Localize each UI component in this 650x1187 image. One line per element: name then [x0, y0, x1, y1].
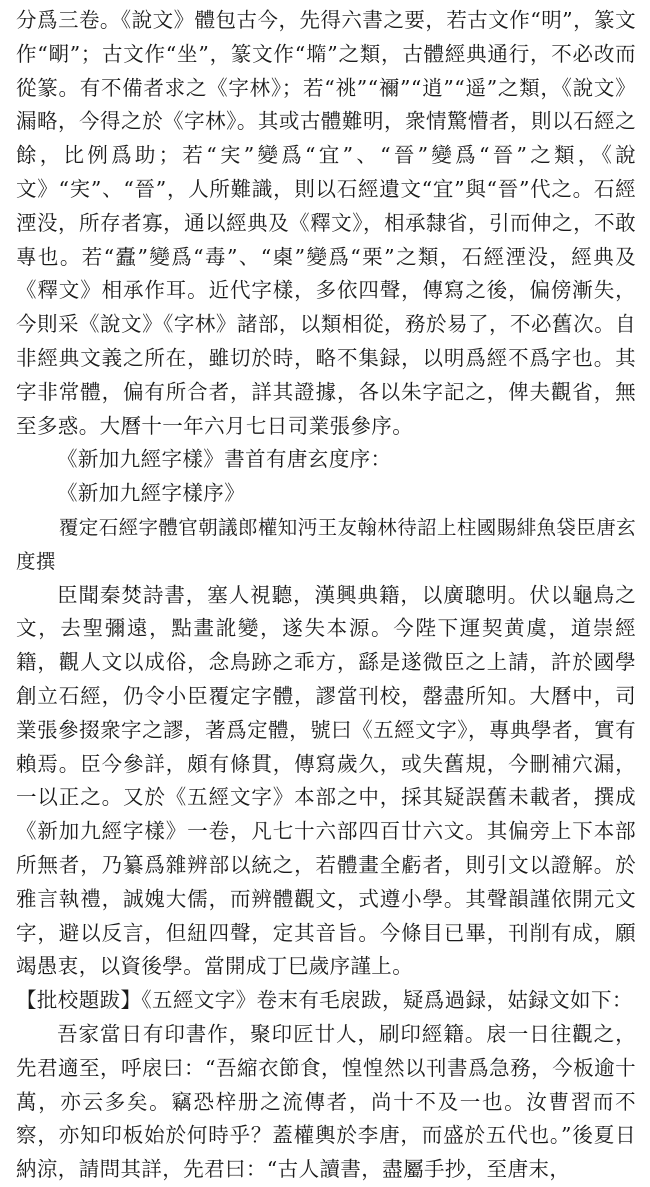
- paragraph-note: 《新加九經字樣》書首有唐玄度序：: [57, 447, 392, 472]
- paragraph-preface-body: 臣聞秦焚詩書，塞人視聽，漢興典籍，以廣聰明。伏以龜鳥之文，去聖彌遠，點畫訛變，遂失本源。今陛下運契黄虞，道崇經籍，觀人文以成俗，念鳥跡之乖方，繇是遂微臣之上請，許於國學創立石經，仍令小臣覆定字體，謬當刊校，罄盡所知。大曆中，司業張參掇衆字之謬，著爲定體，號曰《五經文字》，專典學者，實有賴焉。臣今參詳，頗有條貫，傳寫歲久，或失舊規，今刪補穴漏，一以正之。又於《五經文字》本部之中，採其疑誤舊未載者，撰成《新加九經字樣》一卷，凡七十六部四百廿六文。其偏旁上下本部所無者，乃纂爲雜辨部以統之，若體畫全虧者，則引文以證解。於雅言執禮，誠媿大儒，而辨體觀文，式遵小學。其聲韻謹依開元文字，避以反言，但紐四聲，定其音旨。今條目已畢，刊削有成，願竭愚衷，以資後學。當開成丁巳歲序謹上。: [16, 582, 636, 979]
- paragraph-preface-end: 分爲三卷。《說文》體包古今，先得六書之要，若古文作“明”，篆文作“朙”；古文作“坐”，篆文作“𡐦”之類，古體經典通行，不必改而從篆。有不備者求之《字林》；若“祧”“禰”“逍”“遥”之類，《說文》漏略，今得之於《字林》。其或古體難明，衆情驚懵者，則以石經之餘，比例爲助；若“宎”變爲“宜”、“晉”變爲“晉”之類，《說文》“宎”、“晉”，人所難識，則以石經遺文“宜”與“晉”代之。石經湮没，所存者寡，通以經典及《釋文》，相承隸省，引而伸之，不敢專也。若“蠹”變爲“毒”、“㮚”變爲“栗”之類，石經湮没，經典及《釋文》相承作耳。近代字樣，多依四聲，傳寫之後，偏傍漸失，今則采《說文》《字林》諸部，以類相從，務於易了，不必舊次。自非經典文義之所在，雖切於時，略不集録，以明爲經不爲字也。其字非常體，偏有所合者，詳其證據，各以朱字記之，俾夫觀省，無至多惑。大曆十一年六月七日司業張參序。: [16, 8, 636, 438]
- paragraph-colophon-body: 吾家當日有印書作，聚印匠廿人，刷印經籍。扆一日往觀之，先君適至，呼扆曰：“吾縮衣節食，惶惶然以刊書爲急務，今板逾十萬，亦云多矣。竊恐梓册之流傳者，尚十不及一也。汝曹習而不察，亦知印板始於何時乎？蓋權輿於李唐，而盛於五代也。”後夏日納涼，請問其詳，先君曰：“古人讀書，盡屬手抄，至唐末，: [16, 1021, 636, 1182]
- paragraph-author-line: 覆定石經字體官朝議郎權知沔王友翰林待詔上柱國賜緋魚袋臣唐玄度撰: [16, 515, 636, 573]
- paragraph-preface-title: 《新加九經字樣序》: [57, 481, 246, 506]
- paragraph-colophon-heading: 【批校題跋】《五經文字》卷末有毛扆跋，疑爲過録，姑録文如下：: [16, 988, 633, 1013]
